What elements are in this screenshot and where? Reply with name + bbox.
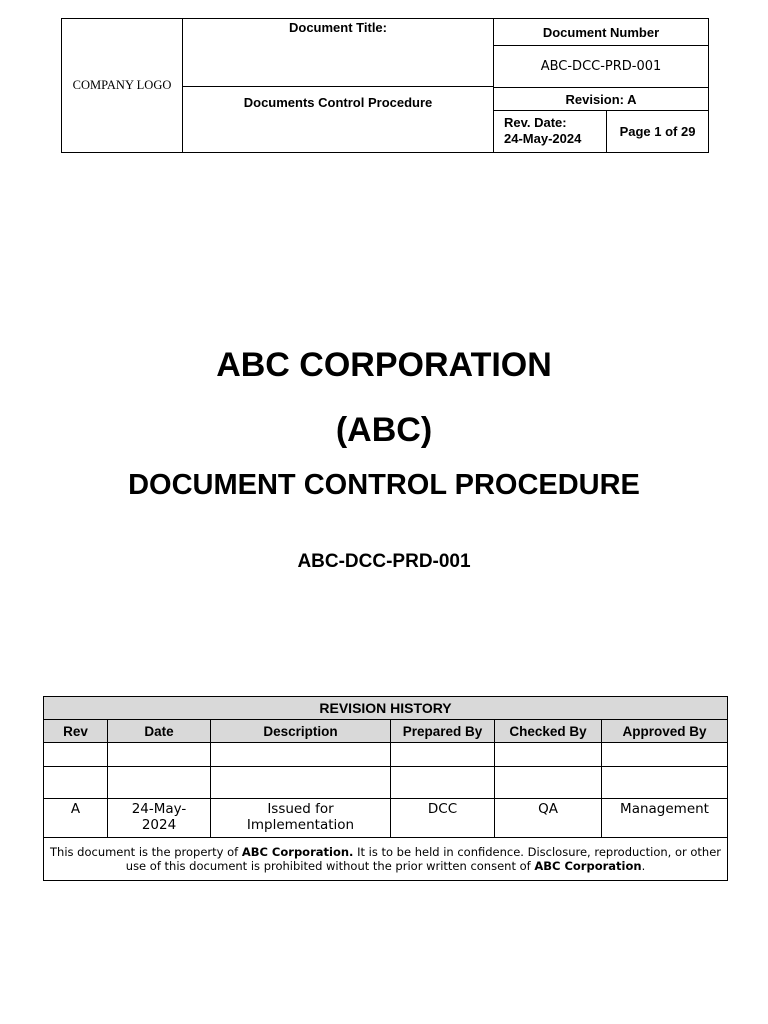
table-row-empty bbox=[44, 743, 728, 767]
procedure-title: DOCUMENT CONTROL PROCEDURE bbox=[128, 469, 640, 501]
cell-date-line1: 24-May- bbox=[131, 801, 187, 817]
company-abbreviation: (ABC) bbox=[335, 411, 433, 449]
cell-rev: A bbox=[44, 799, 108, 838]
company-logo: COMPANY LOGO bbox=[62, 19, 183, 152]
document-title-label: Document Title: bbox=[183, 19, 494, 87]
rev-date-value: 24-May-2024 bbox=[504, 131, 582, 146]
note-text: . bbox=[641, 859, 646, 873]
revision: Revision: A bbox=[494, 88, 708, 111]
rev-date bbox=[494, 111, 607, 152]
document-header bbox=[61, 18, 709, 153]
revision-history-caption: REVISION HISTORY bbox=[44, 697, 728, 720]
cell-checked-by: QA bbox=[495, 799, 602, 838]
note-text: It is to be held in confidence. Disclosure, reproduction, or other bbox=[353, 845, 722, 859]
column-header-date: Date bbox=[108, 720, 211, 743]
procedure-code: ABC-DCC-PRD-001 bbox=[297, 551, 471, 572]
column-header-checked-by: Checked By bbox=[495, 720, 602, 743]
document-meta bbox=[494, 19, 708, 152]
table-row-empty bbox=[44, 767, 728, 799]
column-header-prepared-by: Prepared By bbox=[391, 720, 495, 743]
document-number: ABC-DCC-PRD-001 bbox=[494, 46, 708, 88]
note-text: This document is the property of bbox=[50, 845, 242, 859]
company-name: ABC CORPORATION bbox=[216, 346, 552, 384]
cell-description bbox=[211, 799, 391, 838]
table-row bbox=[44, 799, 728, 838]
cell-date-line2: 2024 bbox=[141, 817, 177, 833]
cell-date bbox=[108, 799, 211, 838]
cell-prepared-by: DCC bbox=[391, 799, 495, 838]
page-number: Page 1 of 29 bbox=[619, 124, 696, 139]
rev-date-label: Rev. Date: bbox=[504, 115, 567, 130]
cell-description-line1: Issued for bbox=[267, 801, 334, 817]
confidentiality-note bbox=[44, 838, 728, 881]
cell-approved-by: Management bbox=[602, 799, 728, 838]
note-company: ABC Corporation bbox=[534, 859, 642, 873]
confidentiality-note-line2 bbox=[50, 859, 721, 873]
column-header-rev: Rev bbox=[44, 720, 108, 743]
column-header-approved-by: Approved By bbox=[602, 720, 728, 743]
column-header-description: Description bbox=[211, 720, 391, 743]
confidentiality-note-line1 bbox=[50, 845, 721, 859]
note-text: use of this document is prohibited without the prior written consent of bbox=[125, 859, 535, 873]
note-company: ABC Corporation. bbox=[241, 845, 354, 859]
document-number-label: Document Number bbox=[494, 19, 708, 46]
revision-history-table bbox=[43, 696, 728, 881]
cell-description-line2: Implementation bbox=[246, 817, 355, 833]
document-title: Documents Control Procedure bbox=[183, 87, 494, 152]
